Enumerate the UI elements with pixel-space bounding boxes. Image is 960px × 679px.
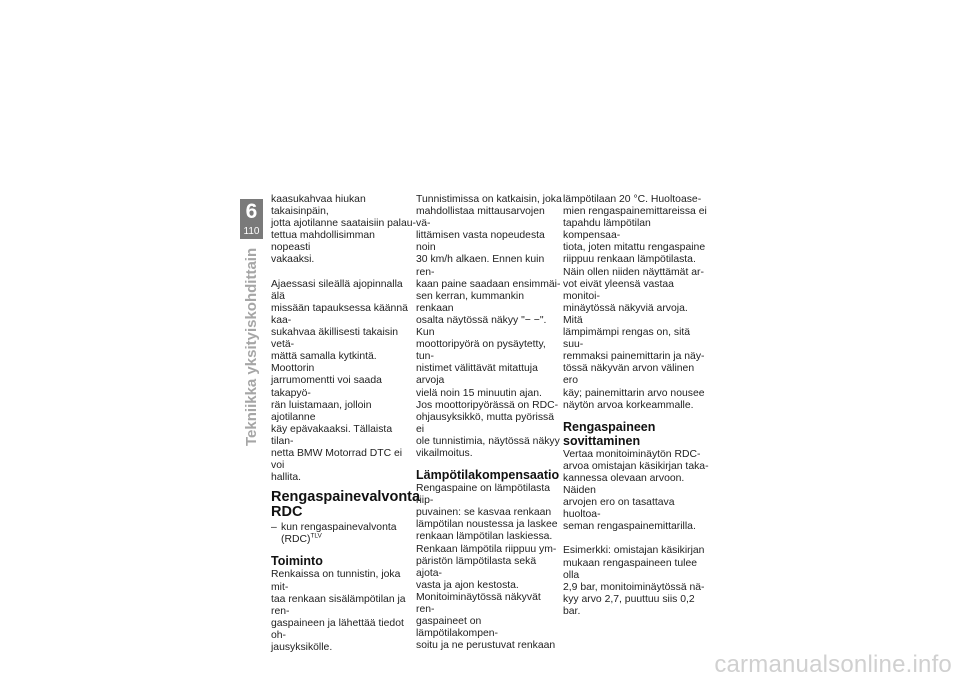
- dash-bullet: –: [271, 522, 277, 534]
- paragraph: Tunnistimissa on katkaisin, joka mahdollistaa mittausarvojen vä- littämisen vasta nopeudesta noin 30 km/h alkaen. Ennen kuin ren- kaan paine saadaan ensimmäi- sen kerran, kummankin renkaan osalta näytössä näkyy "− −". Kun moottoripyörä on pysäytetty, tun- nistimet välittävät mitattuja arvoja vielä noin 15 minuutin ajan.: [416, 194, 562, 399]
- paragraph: Jos moottoripyörässä on RDC- ohjausyksikkö, mutta pyörissä ei ole tunnistimia, näytössä näkyy vikailmoitus.: [416, 399, 560, 459]
- text-column-3: [563, 194, 709, 618]
- paragraph: Vertaa monitoiminäytön RDC- arvoa omistajan käsikirjan taka- kannessa olevaan arvoon. Näiden arvojen ero on tasattava huoltoa- seman rengaspainemittarilla.: [563, 448, 709, 533]
- section-side-title: Tekniikka yksityiskohdittain: [243, 248, 260, 447]
- paragraph: Rengaspaine on lämpötilasta riip- puvainen: se kasvaa renkaan lämpötilan noustessa ja laskee renkaan lämpötilan laskiessa. Renkaan lämpötila riippuu ym- päristön lämpötilasta sekä ajota- vasta ja ajon kestosta. Monitoiminäytössä näkyvät ren- gaspaineet on lämpötilakompen- soitu ja ne perustuvat renkaan: [416, 483, 558, 652]
- list-item-text: kun rengaspainevalvonta (RDC): [281, 522, 397, 546]
- paragraph: Ajaessasi sileällä ajopinnalla älä missään tapauksessa käännä kaa- sukahvaa äkillisesti takaisin vetä- mättä samalla kytkintä. Moottorin jarrumomentti voi saada takapyö- rän luistamaan, jolloin ajotilanne käy epävakaaksi. Tällaista tilan- netta BMW Motorrad DTC ei voi hallita.: [271, 278, 408, 484]
- list-item: [271, 522, 417, 546]
- heading-sovittaminen: Rengaspaineen sovittaminen: [563, 419, 656, 448]
- text-column-2: [416, 194, 562, 652]
- text-column-1: [271, 194, 421, 654]
- chapter-number: 6: [245, 200, 258, 223]
- paragraph: lämpötilaan 20 °C. Huoltoase- mien rengaspainemittareissa ei tapahdu lämpötilan kompensaa- tiota, joten mitattu rengaspaine riippuu renkaan lämpötilasta. Näin ollen niiden näyttämät ar- vot eivät yleensä vastaa monitoi- minäytössä näkyviä arvoja. Mitä lämpimämpi rengas on, sitä suu- remmaksi painemittarin ja näy- tössä näkyvän arvon välinen ero käy; painemittarin arvo nousee näytön arvoa korkeammalle.: [563, 194, 707, 411]
- heading-toiminto: Toiminto: [271, 554, 323, 569]
- superscript: TLV: [310, 532, 322, 540]
- page-number: 110: [243, 226, 260, 237]
- paragraph: kaasukahvaa hiukan takaisinpäin, jotta ajotilanne saataisiin palau- tettua mahdollisimman nopeasti vakaaksi.: [271, 194, 416, 266]
- paragraph: Esimerkki: omistajan käsikirjan mukaan rengaspaineen tulee olla 2,9 bar, monitoiminäytössä nä- kyy arvo 2,7, puuttuu siis 0,2 bar.: [563, 545, 705, 617]
- heading-rdc: Rengaspainevalvonta RDC: [271, 489, 421, 521]
- watermark: carmanualsonline.info: [714, 651, 952, 678]
- paragraph: Renkaissa on tunnistin, joka mit- taa renkaan sisälämpötilan ja ren- gaspaineen ja lähettää tiedot oh- jausyksikölle.: [271, 569, 406, 653]
- heading-lampotilakompensaatio: Lämpötilakompensaatio: [416, 468, 560, 483]
